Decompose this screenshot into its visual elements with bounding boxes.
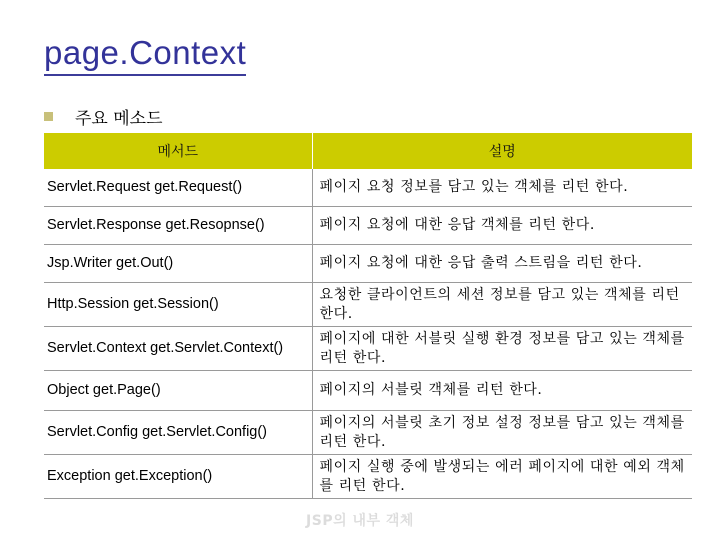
method-cell: Servlet.Context get.Servlet.Context() [44, 327, 312, 371]
square-bullet-icon [44, 112, 53, 121]
description-cell: 페이지 요청에 대한 응답 객체를 리턴 한다. [312, 207, 692, 245]
footer-text: JSP의 내부 객체 [306, 513, 414, 529]
table-row [44, 455, 692, 499]
table-row [44, 327, 692, 371]
description-cell: 요청한 클라이언트의 세션 정보를 담고 있는 객체를 리턴 한다. [312, 283, 692, 327]
page-title: page.Context [44, 34, 246, 76]
methods-table [44, 133, 692, 499]
method-cell: Jsp.Writer get.Out() [44, 245, 312, 283]
method-cell: Http.Session get.Session() [44, 283, 312, 327]
description-cell: 페이지의 서블릿 초기 정보 설정 정보를 담고 있는 객체를 리턴 한다. [312, 411, 692, 455]
table-row [44, 411, 692, 455]
table-header-row [44, 133, 692, 169]
description-cell: 페이지 요청에 대한 응답 출력 스트림을 리턴 한다. [312, 245, 692, 283]
method-cell: Servlet.Response get.Resopnse() [44, 207, 312, 245]
table-row [44, 371, 692, 411]
table-row [44, 169, 692, 207]
table-row [44, 283, 692, 327]
description-cell: 페이지의 서블릿 객체를 리턴 한다. [312, 371, 692, 411]
method-cell: Servlet.Request get.Request() [44, 169, 312, 207]
method-cell: Object get.Page() [44, 371, 312, 411]
method-cell: Exception get.Exception() [44, 455, 312, 499]
table-row [44, 207, 692, 245]
description-cell: 페이지 요청 정보를 담고 있는 객체를 리턴 한다. [312, 169, 692, 207]
header-method: 메서드 [44, 133, 312, 169]
section-heading [44, 104, 163, 129]
method-cell: Servlet.Config get.Servlet.Config() [44, 411, 312, 455]
header-description: 설명 [312, 133, 692, 169]
description-cell: 페이지에 대한 서블릿 실행 환경 정보를 담고 있는 객체를 리턴 한다. [312, 327, 692, 371]
description-cell: 페이지 실행 중에 발생되는 에러 페이지에 대한 예외 객체를 리턴 한다. [312, 455, 692, 499]
section-heading-text: 주요 메소드 [75, 109, 163, 129]
table-row [44, 245, 692, 283]
